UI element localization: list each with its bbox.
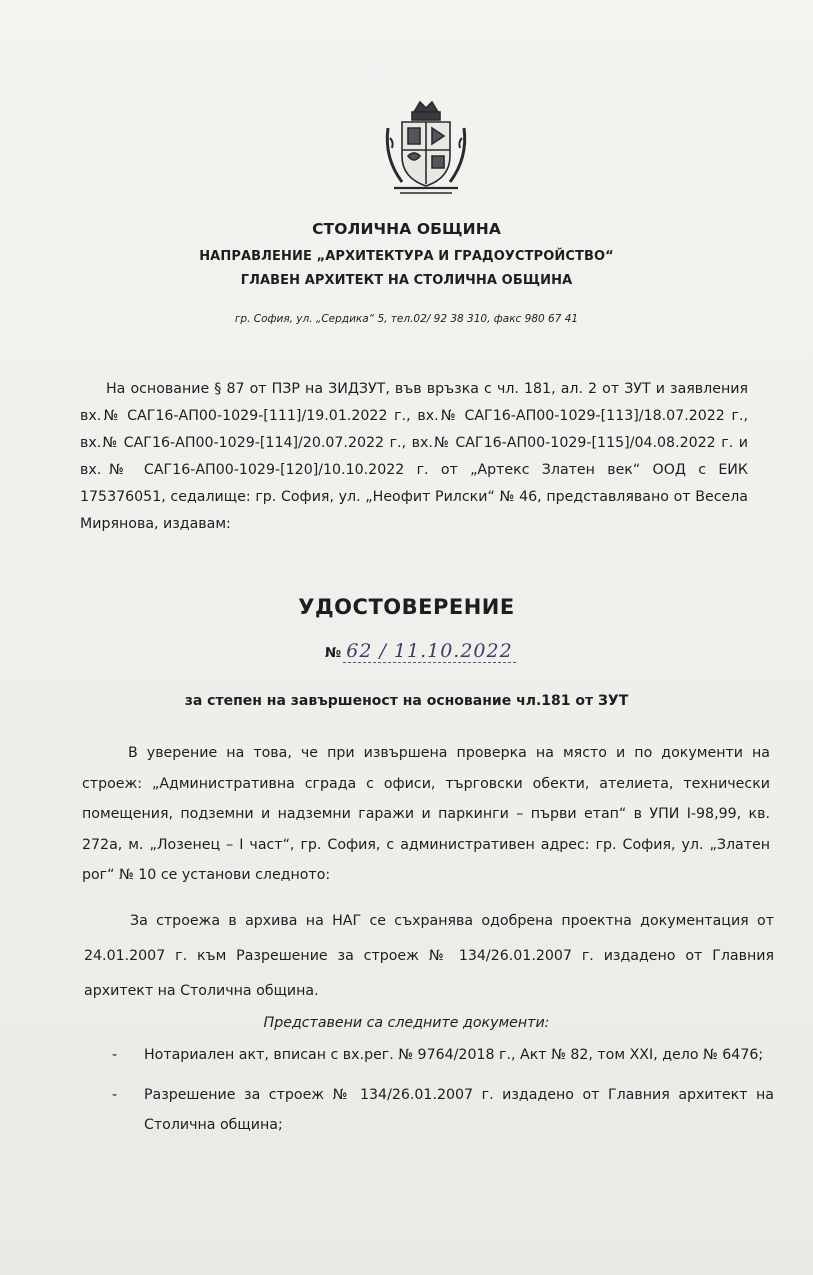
- certificate-title: УДОСТОВЕРЕНИЕ: [298, 595, 515, 619]
- intro-paragraph: На основание § 87 от ПЗР на ЗИДЗУТ, във връзка с чл. 181, ал. 2 от ЗУТ и заявления вх.№ САГ16-АП00-1029-[111]/19.01.2022 г., вх.№ САГ16-АП00-1029-[113]/18.07.2022 г., вх.№ САГ16-АП00-1029-[114]/20.07.2022 г., вх.№ САГ16-АП00-1029-[115]/04.08.2022 г. и вх.№ САГ16-АП00-1029-[120]/10.10.2022 г. от „Артекс Златен век“ ООД с ЕИК 175376051, седалище: гр. София, ул. „Неофит Рилски“ № 46, представлявано от Весела Мирянова, издавам:: [80, 381, 748, 532]
- list-item: [112, 1040, 774, 1070]
- findings-paragraph: В уверение на това, че при извършена проверка на място и по документи на строеж: „Административна сграда с офиси, търговски обекти, ателиета, технически помещения, подземни и надземни гаражи и паркинги – първи етап“ в УПИ I-98,99, кв. 272а, м. „Лозенец – I част“, гр. София, с административен адрес: гр. София, ул. „Златен рог“ № 10 се установи следното:: [82, 745, 770, 883]
- certificate-subject: за степен на завършеност на основание чл.181 от ЗУТ: [184, 693, 629, 709]
- list-item: [112, 1080, 774, 1140]
- contact-address: гр. София, ул. „Сердика“ 5, тел.02/ 92 38 310, факс 980 67 41: [234, 313, 579, 325]
- document-item-text: Нотариален акт, вписан с вх.рег. № 9764/2018 г., Акт № 82, том XXI, дело № 6476;: [144, 1047, 764, 1063]
- chief-architect-title: ГЛАВЕН АРХИТЕКТ НА СТОЛИЧНА ОБЩИНА: [240, 273, 573, 288]
- organization-name: СТОЛИЧНА ОБЩИНА: [312, 220, 501, 238]
- handwritten-number: 62 / 11.10.2022: [343, 640, 515, 663]
- sofia-coat-of-arms-icon: [380, 98, 472, 198]
- number-prefix: №: [325, 645, 342, 661]
- directorate-name: НАПРАВЛЕНИЕ „АРХИТЕКТУРА И ГРАДОУСТРОЙСТВО“: [199, 249, 614, 264]
- certificate-number: [325, 640, 516, 662]
- document-item-text: Разрешение за строеж № 134/26.01.2007 г. издадено от Главния архитект на Столична община;: [144, 1087, 774, 1133]
- archive-paragraph: За строежа в архива на НАГ се съхранява одобрена проектна документация от 24.01.2007 г. към Разрешение за строеж № 134/26.01.2007 г. издадено от Главния архитект на Столична община.: [84, 913, 774, 999]
- list-dash: -: [112, 1087, 118, 1103]
- documents-list: [112, 1040, 774, 1150]
- documents-heading: Представени са следните документи:: [263, 1015, 550, 1031]
- list-dash: -: [112, 1047, 118, 1063]
